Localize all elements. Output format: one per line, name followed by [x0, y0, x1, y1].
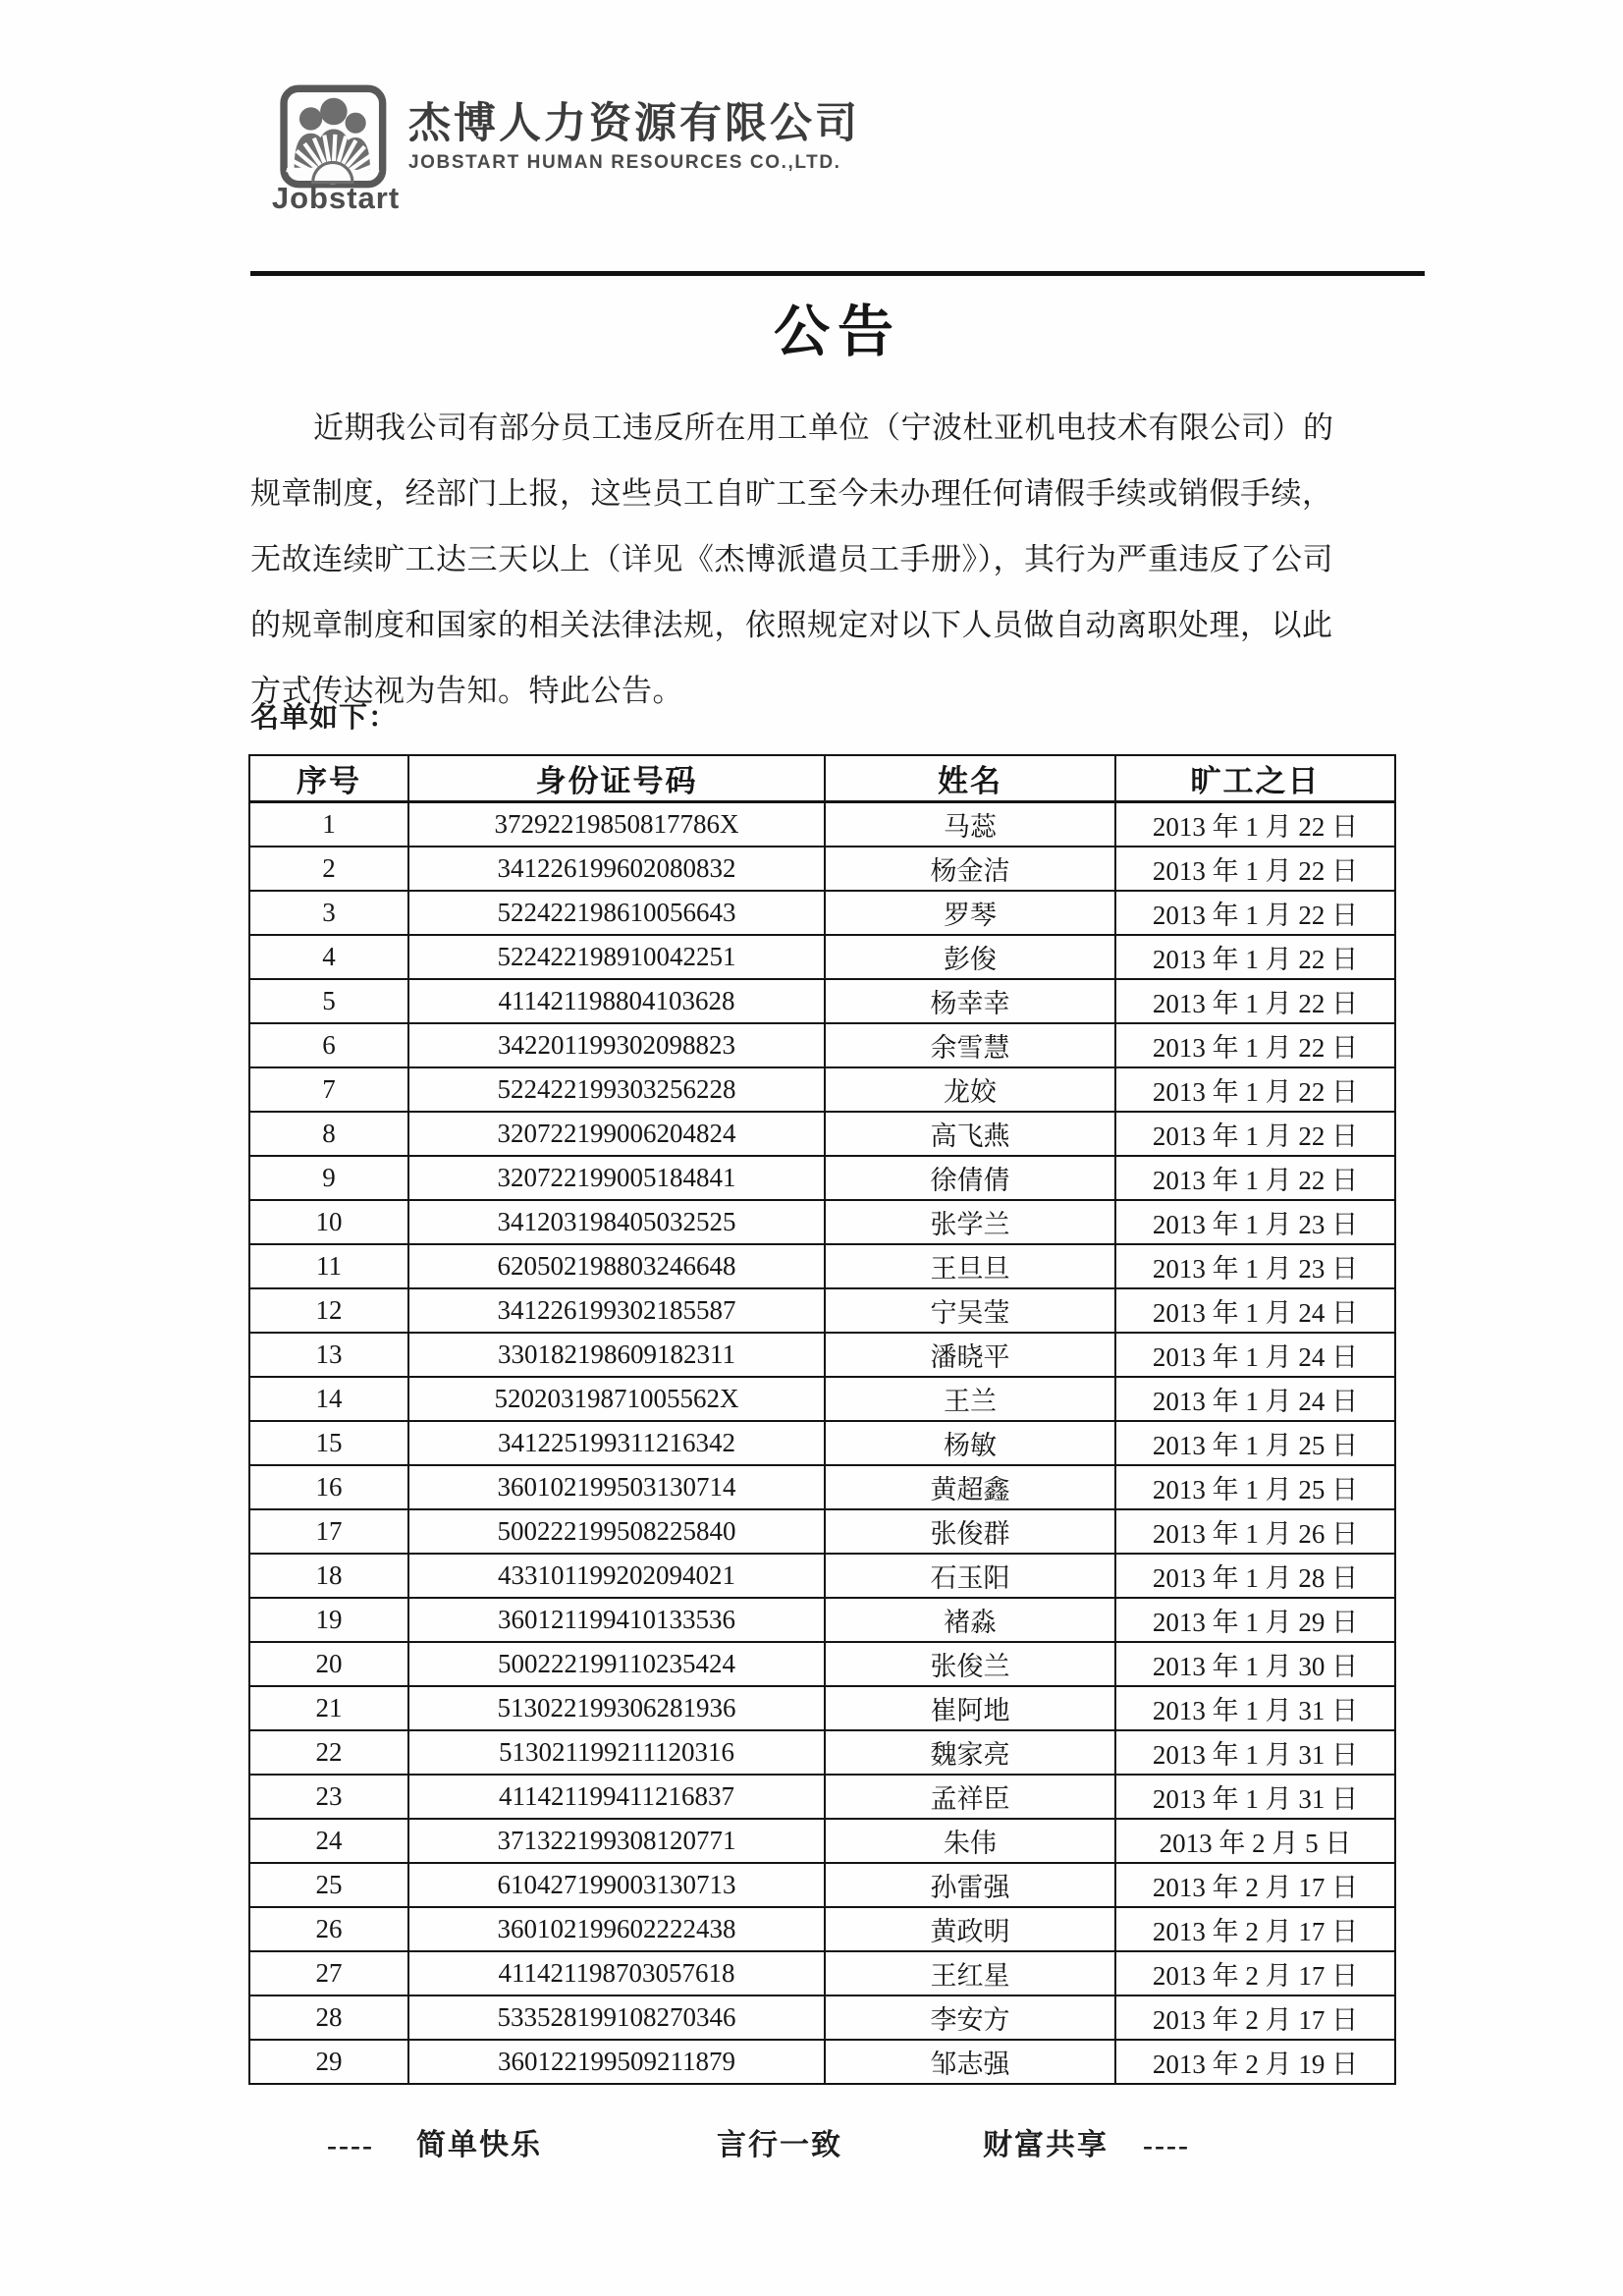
- table-row: [249, 1730, 1395, 1775]
- body-line: 方式传达视为告知。特此公告。: [250, 674, 683, 708]
- table-row: [249, 2040, 1395, 2084]
- cell-id: 610427199003130713: [408, 1863, 825, 1907]
- cell-id: 371322199308120771: [408, 1819, 825, 1863]
- table-row: [249, 1995, 1395, 2040]
- header-name: 姓名: [825, 755, 1115, 802]
- cell-date: 2013 年 1 月 22 日: [1115, 891, 1395, 935]
- cell-name: 潘晓平: [825, 1333, 1115, 1377]
- cell-id: 341226199302185587: [408, 1288, 825, 1333]
- cell-no: 9: [249, 1156, 408, 1200]
- cell-date: 2013 年 1 月 22 日: [1115, 979, 1395, 1023]
- cell-no: 26: [249, 1907, 408, 1951]
- footer-slogan-3: 财富共享: [983, 2129, 1109, 2161]
- cell-date: 2013 年 1 月 24 日: [1115, 1333, 1395, 1377]
- cell-id: 360102199602222438: [408, 1907, 825, 1951]
- cell-date: 2013 年 1 月 22 日: [1115, 1112, 1395, 1156]
- cell-no: 10: [249, 1200, 408, 1244]
- roster-table-body: [249, 802, 1395, 2085]
- cell-id: 360121199410133536: [408, 1598, 825, 1642]
- cell-id: 411421198804103628: [408, 979, 825, 1023]
- cell-id: 433101199202094021: [408, 1554, 825, 1598]
- cell-date: 2013 年 1 月 28 日: [1115, 1554, 1395, 1598]
- logo-brand-text: Jobstart: [271, 181, 401, 215]
- table-row: [249, 1023, 1395, 1067]
- header-id: 身份证号码: [408, 755, 825, 802]
- cell-name: 崔阿地: [825, 1686, 1115, 1730]
- cell-date: 2013 年 1 月 22 日: [1115, 847, 1395, 891]
- cell-name: 朱伟: [825, 1819, 1115, 1863]
- cell-name: 杨金洁: [825, 847, 1115, 891]
- cell-name: 孙雷强: [825, 1863, 1115, 1907]
- cell-date: 2013 年 1 月 30 日: [1115, 1642, 1395, 1686]
- cell-date: 2013 年 2 月 19 日: [1115, 2040, 1395, 2084]
- header-divider: [250, 271, 1425, 276]
- cell-name: 邹志强: [825, 2040, 1115, 2084]
- cell-name: 张学兰: [825, 1200, 1115, 1244]
- table-row: [249, 1244, 1395, 1288]
- cell-name: 高飞燕: [825, 1112, 1115, 1156]
- cell-date: 2013 年 1 月 22 日: [1115, 1023, 1395, 1067]
- cell-date: 2013 年 1 月 22 日: [1115, 1156, 1395, 1200]
- table-row: [249, 847, 1395, 891]
- cell-id: 360122199509211879: [408, 2040, 825, 2084]
- cell-id: 533528199108270346: [408, 1995, 825, 2040]
- table-header-row: [249, 755, 1395, 802]
- cell-date: 2013 年 2 月 17 日: [1115, 1995, 1395, 2040]
- cell-id: 341226199602080832: [408, 847, 825, 891]
- cell-name: 张俊兰: [825, 1642, 1115, 1686]
- table-row: [249, 1421, 1395, 1465]
- cell-id: 341203198405032525: [408, 1200, 825, 1244]
- table-row: [249, 935, 1395, 979]
- cell-no: 18: [249, 1554, 408, 1598]
- cell-no: 22: [249, 1730, 408, 1775]
- cell-no: 17: [249, 1509, 408, 1554]
- cell-date: 2013 年 1 月 25 日: [1115, 1421, 1395, 1465]
- cell-no: 5: [249, 979, 408, 1023]
- table-row: [249, 1509, 1395, 1554]
- cell-no: 13: [249, 1333, 408, 1377]
- list-label: 名单如下：: [250, 702, 399, 734]
- table-row: [249, 1465, 1395, 1509]
- table-row: [249, 1819, 1395, 1863]
- company-logo-icon: [278, 84, 394, 191]
- cell-id: 320722199005184841: [408, 1156, 825, 1200]
- cell-no: 4: [249, 935, 408, 979]
- cell-no: 8: [249, 1112, 408, 1156]
- cell-name: 张俊群: [825, 1509, 1115, 1554]
- cell-id: 522422198910042251: [408, 935, 825, 979]
- cell-name: 龙姣: [825, 1067, 1115, 1112]
- footer-dash-left: ----: [327, 2129, 374, 2161]
- table-row: [249, 1775, 1395, 1819]
- table-row: [249, 1377, 1395, 1421]
- cell-name: 褚淼: [825, 1598, 1115, 1642]
- cell-name: 石玉阳: [825, 1554, 1115, 1598]
- cell-date: 2013 年 2 月 17 日: [1115, 1951, 1395, 1995]
- cell-date: 2013 年 2 月 5 日: [1115, 1819, 1395, 1863]
- body-line: 近期我公司有部分员工违反所在用工单位（宁波杜亚机电技术有限公司）的: [313, 410, 1334, 445]
- cell-id: 330182198609182311: [408, 1333, 825, 1377]
- cell-id: 522422199303256228: [408, 1067, 825, 1112]
- table-row: [249, 1333, 1395, 1377]
- cell-id: 513022199306281936: [408, 1686, 825, 1730]
- cell-name: 徐倩倩: [825, 1156, 1115, 1200]
- page-title: 公告: [774, 301, 901, 363]
- table-row: [249, 1112, 1395, 1156]
- footer-slogans: [0, 2123, 1623, 2168]
- cell-date: 2013 年 1 月 22 日: [1115, 802, 1395, 847]
- footer-dash-right: ----: [1143, 2129, 1190, 2161]
- cell-no: 15: [249, 1421, 408, 1465]
- announcement-body: [250, 395, 1421, 724]
- cell-no: 25: [249, 1863, 408, 1907]
- cell-no: 29: [249, 2040, 408, 2084]
- cell-date: 2013 年 1 月 22 日: [1115, 1067, 1395, 1112]
- cell-name: 杨敏: [825, 1421, 1115, 1465]
- cell-id: 341225199311216342: [408, 1421, 825, 1465]
- footer-slogan-2: 言行一致: [717, 2129, 842, 2161]
- cell-date: 2013 年 1 月 24 日: [1115, 1377, 1395, 1421]
- cell-date: 2013 年 1 月 31 日: [1115, 1775, 1395, 1819]
- cell-no: 21: [249, 1686, 408, 1730]
- table-row: [249, 1907, 1395, 1951]
- cell-id: 320722199006204824: [408, 1112, 825, 1156]
- company-name-cn: 杰博人力资源有限公司: [408, 100, 860, 147]
- table-row: [249, 1951, 1395, 1995]
- cell-no: 7: [249, 1067, 408, 1112]
- cell-id: 37292219850817786X: [408, 802, 825, 847]
- table-row: [249, 1554, 1395, 1598]
- cell-name: 余雪慧: [825, 1023, 1115, 1067]
- cell-date: 2013 年 1 月 26 日: [1115, 1509, 1395, 1554]
- table-row: [249, 1067, 1395, 1112]
- table-row: [249, 1686, 1395, 1730]
- header-date: 旷工之日: [1115, 755, 1395, 802]
- cell-date: 2013 年 1 月 29 日: [1115, 1598, 1395, 1642]
- cell-name: 马蕊: [825, 802, 1115, 847]
- cell-date: 2013 年 1 月 31 日: [1115, 1730, 1395, 1775]
- cell-date: 2013 年 1 月 23 日: [1115, 1200, 1395, 1244]
- cell-no: 12: [249, 1288, 408, 1333]
- cell-no: 19: [249, 1598, 408, 1642]
- cell-name: 王红星: [825, 1951, 1115, 1995]
- cell-name: 彭俊: [825, 935, 1115, 979]
- cell-id: 513021199211120316: [408, 1730, 825, 1775]
- cell-id: 620502198803246648: [408, 1244, 825, 1288]
- table-row: [249, 1642, 1395, 1686]
- cell-name: 杨幸幸: [825, 979, 1115, 1023]
- cell-name: 李安方: [825, 1995, 1115, 2040]
- cell-date: 2013 年 1 月 23 日: [1115, 1244, 1395, 1288]
- cell-no: 3: [249, 891, 408, 935]
- cell-id: 522422198610056643: [408, 891, 825, 935]
- cell-no: 24: [249, 1819, 408, 1863]
- roster-table: [248, 754, 1396, 2085]
- cell-no: 2: [249, 847, 408, 891]
- body-line: 规章制度，经部门上报，这些员工自旷工至今未办理任何请假手续或销假手续，: [250, 476, 1333, 511]
- cell-id: 360102199503130714: [408, 1465, 825, 1509]
- cell-no: 1: [249, 802, 408, 847]
- cell-date: 2013 年 1 月 22 日: [1115, 935, 1395, 979]
- cell-name: 魏家亮: [825, 1730, 1115, 1775]
- cell-id: 342201199302098823: [408, 1023, 825, 1067]
- cell-name: 王旦旦: [825, 1244, 1115, 1288]
- cell-date: 2013 年 2 月 17 日: [1115, 1863, 1395, 1907]
- cell-no: 27: [249, 1951, 408, 1995]
- cell-id: 500222199508225840: [408, 1509, 825, 1554]
- table-row: [249, 1156, 1395, 1200]
- body-line: 的规章制度和国家的相关法律法规，依照规定对以下人员做自动离职处理，以此: [250, 608, 1333, 642]
- cell-date: 2013 年 1 月 25 日: [1115, 1465, 1395, 1509]
- company-name-en: JOBSTART HUMAN RESOURCES CO.,LTD.: [408, 152, 841, 173]
- cell-id: 411421199411216837: [408, 1775, 825, 1819]
- table-row: [249, 1288, 1395, 1333]
- cell-date: 2013 年 1 月 31 日: [1115, 1686, 1395, 1730]
- cell-no: 6: [249, 1023, 408, 1067]
- cell-date: 2013 年 2 月 17 日: [1115, 1907, 1395, 1951]
- letterhead: [408, 98, 860, 174]
- cell-name: 罗琴: [825, 891, 1115, 935]
- cell-name: 孟祥臣: [825, 1775, 1115, 1819]
- cell-id: 500222199110235424: [408, 1642, 825, 1686]
- cell-id: 411421198703057618: [408, 1951, 825, 1995]
- table-row: [249, 1200, 1395, 1244]
- cell-no: 28: [249, 1995, 408, 2040]
- table-row: [249, 1863, 1395, 1907]
- table-row: [249, 1598, 1395, 1642]
- cell-id: 52020319871005562X: [408, 1377, 825, 1421]
- cell-name: 宁吴莹: [825, 1288, 1115, 1333]
- cell-name: 黄超鑫: [825, 1465, 1115, 1509]
- header-no: 序号: [249, 755, 408, 802]
- table-row: [249, 979, 1395, 1023]
- cell-no: 14: [249, 1377, 408, 1421]
- cell-no: 16: [249, 1465, 408, 1509]
- cell-name: 黄政明: [825, 1907, 1115, 1951]
- cell-date: 2013 年 1 月 24 日: [1115, 1288, 1395, 1333]
- table-row: [249, 802, 1395, 847]
- footer-slogan-1: 简单快乐: [416, 2129, 542, 2161]
- cell-no: 20: [249, 1642, 408, 1686]
- table-row: [249, 891, 1395, 935]
- cell-name: 王兰: [825, 1377, 1115, 1421]
- cell-no: 11: [249, 1244, 408, 1288]
- cell-no: 23: [249, 1775, 408, 1819]
- body-line: 无故连续旷工达三天以上（详见《杰博派遣员工手册》），其行为严重违反了公司: [250, 542, 1333, 576]
